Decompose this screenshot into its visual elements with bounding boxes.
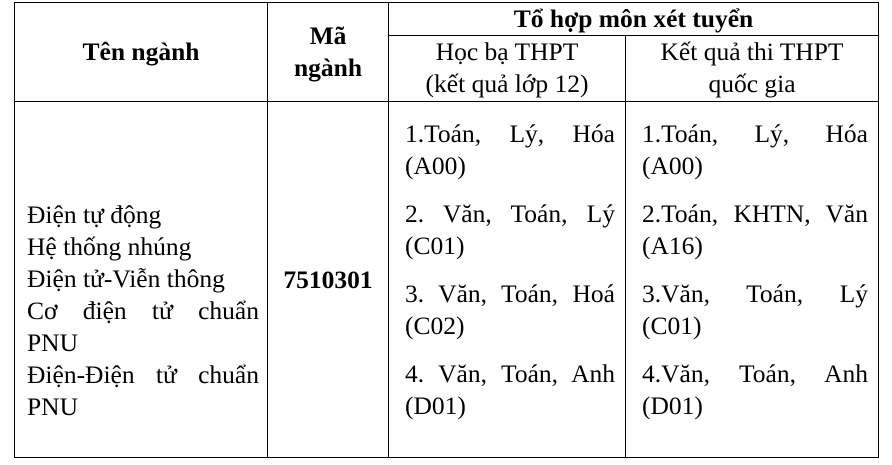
major-name-cont: PNU <box>27 327 79 357</box>
group-subjects: 1.Toán, Lý, Hóa <box>405 119 615 148</box>
group-code: (D01) <box>642 391 703 420</box>
major-code: 7510301 <box>268 102 389 458</box>
group-code: (A16) <box>642 231 703 260</box>
group-subjects: 3.Văn, Toán, Lý <box>642 279 868 308</box>
major-names-cell <box>15 102 268 458</box>
thpt-group-item <box>642 278 868 342</box>
header-thpt-line2: quốc gia <box>708 69 796 98</box>
header-hocba <box>389 36 626 102</box>
group-code: (C02) <box>405 311 465 340</box>
group-subjects: 4.Văn, Toán, Anh <box>642 359 868 388</box>
header-major-name: Tên ngành <box>15 3 268 102</box>
group-subjects: 3. Văn, Toán, Hoá <box>405 279 615 308</box>
major-name: Hệ thống nhúng <box>27 231 192 261</box>
thpt-group-item <box>642 358 868 422</box>
major-name: Cơ điện tử chuẩn <box>27 295 259 325</box>
hocba-group-item <box>405 118 615 182</box>
group-subjects: 4. Văn, Toán, Anh <box>405 359 615 388</box>
hocba-group-item <box>405 278 615 342</box>
group-subjects: 2. Văn, Toán, Lý <box>405 199 615 228</box>
major-name-cont: PNU <box>27 391 79 421</box>
group-subjects: 2.Toán, KHTN, Văn <box>642 199 868 228</box>
hocba-groups-cell <box>389 102 626 458</box>
header-code-line1: Mã <box>309 21 347 50</box>
hocba-group-item <box>405 358 615 422</box>
header-hocba-line1: Học bạ THPT <box>435 37 579 66</box>
group-code: (C01) <box>405 231 465 260</box>
header-thpt <box>626 36 879 102</box>
header-hocba-line2: (kết quả lớp 12) <box>425 69 589 98</box>
major-name: Điện tự động <box>27 199 162 229</box>
header-major-code <box>268 3 389 102</box>
group-code: (A00) <box>642 151 703 180</box>
header-thpt-line1: Kết quả thi THPT <box>660 37 844 66</box>
group-code: (C01) <box>642 311 702 340</box>
group-code: (A00) <box>405 151 466 180</box>
major-name: Điện-Điện tử chuẩn <box>27 359 259 389</box>
admission-table <box>14 2 879 458</box>
thpt-group-item <box>642 198 868 262</box>
thpt-group-item <box>642 118 868 182</box>
group-code: (D01) <box>405 391 466 420</box>
hocba-group-item <box>405 198 615 262</box>
header-code-line2: ngành <box>293 53 363 82</box>
major-name: Điện tử-Viễn thông <box>27 263 225 293</box>
header-subject-groups: Tổ hợp môn xét tuyển <box>389 3 879 36</box>
group-subjects: 1.Toán, Lý, Hóa <box>642 119 868 148</box>
thpt-groups-cell <box>626 102 879 458</box>
